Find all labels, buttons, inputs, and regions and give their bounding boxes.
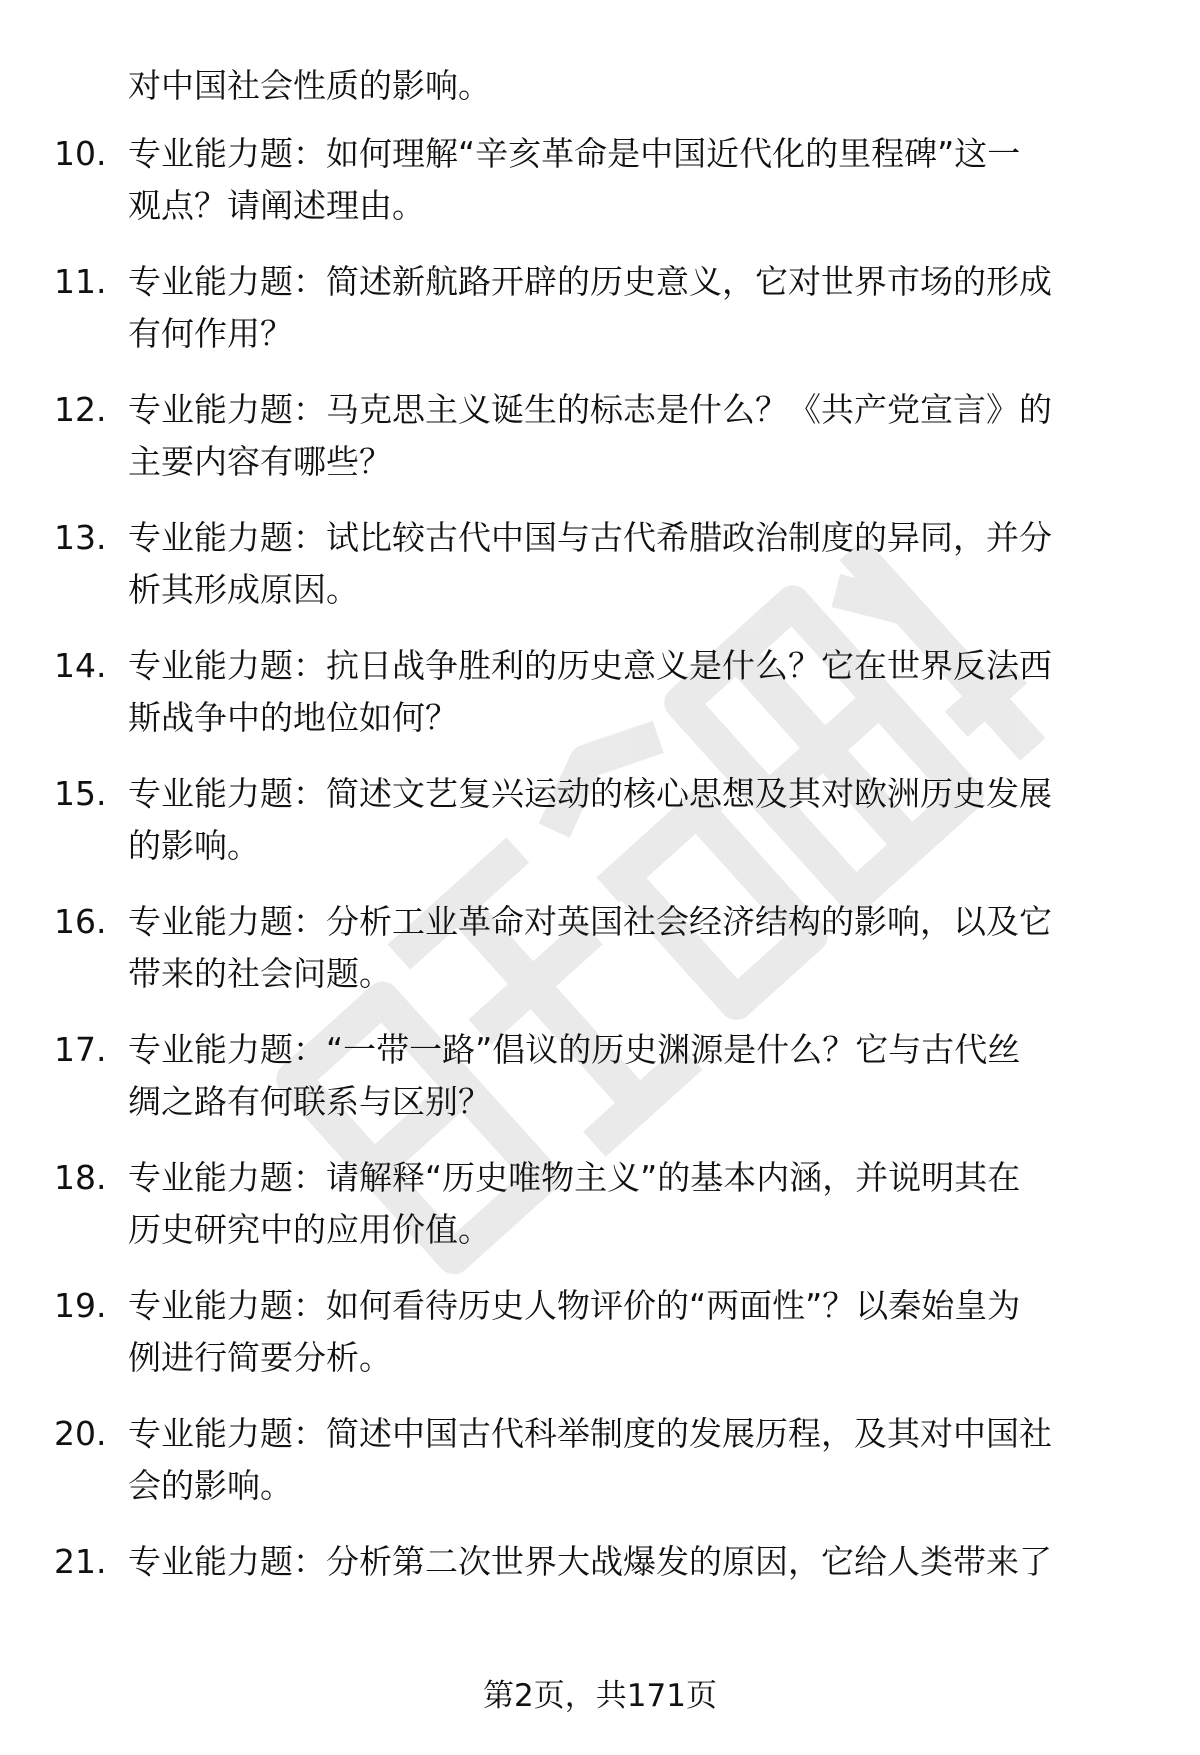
question-text-line: 专业能力题：抗日战争胜利的历史意义是什么？它在世界反法西 [128,646,1052,685]
question-text-line: 的影响。 [128,826,260,865]
question-text-line: 主要内容有哪些？ [128,442,392,481]
question-text-line: 例进行简要分析。 [128,1338,392,1377]
question-text-line: 专业能力题：“一带一路”倡议的历史渊源是什么？它与古代丝 [128,1030,1021,1069]
question-text-line: 专业能力题：马克思主义诞生的标志是什么？《共产党宣言》的 [128,390,1052,429]
question-number: 11. [54,262,107,301]
question-text-line: 专业能力题：分析工业革命对英国社会经济结构的影响，以及它 [128,902,1052,941]
question-number: 20. [54,1414,107,1453]
question-number: 21. [54,1542,107,1581]
question-text-line: 专业能力题：请解释“历史唯物主义”的基本内涵，并说明其在 [128,1158,1021,1197]
question-text-line: 带来的社会问题。 [128,954,392,993]
question-text-line: 专业能力题：简述新航路开辟的历史意义，它对世界市场的形成 [128,262,1052,301]
question-number: 15. [54,774,107,813]
question-text-line: 析其形成原因。 [128,570,359,609]
continuation-text: 对中国社会性质的影响。 [128,66,491,105]
question-text-line: 专业能力题：分析第二次世界大战爆发的原因，它给人类带来了 [128,1542,1052,1581]
page-footer: 第2页，共171页 [483,1678,717,1714]
question-text-line: 专业能力题：简述文艺复兴运动的核心思想及其对欧洲历史发展 [128,774,1052,813]
question-text-line: 绸之路有何联系与区别？ [128,1082,491,1121]
question-text-line: 观点？请阐述理由。 [128,186,425,225]
question-text-line: 历史研究中的应用价值。 [128,1210,491,1249]
question-number: 18. [54,1158,107,1197]
question-number: 16. [54,902,107,941]
question-text-line: 有何作用？ [128,314,293,353]
question-text-line: 专业能力题：如何理解“辛亥革命是中国近代化的里程碑”这一 [128,134,1021,173]
question-text-line: 斯战争中的地位如何？ [128,698,458,737]
question-number: 19. [54,1286,107,1325]
question-text-line: 会的影响。 [128,1466,293,1505]
question-text-line: 专业能力题：如何看待历史人物评价的“两面性”？以秦始皇为 [128,1286,1021,1325]
question-number: 17. [54,1030,107,1069]
question-number: 10. [54,134,107,173]
question-number: 14. [54,646,107,685]
question-text-line: 专业能力题：试比较古代中国与古代希腊政治制度的异同，并分 [128,518,1052,557]
question-text-line: 专业能力题：简述中国古代科举制度的发展历程，及其对中国社 [128,1414,1052,1453]
question-number: 13. [54,518,107,557]
question-number: 12. [54,390,107,429]
